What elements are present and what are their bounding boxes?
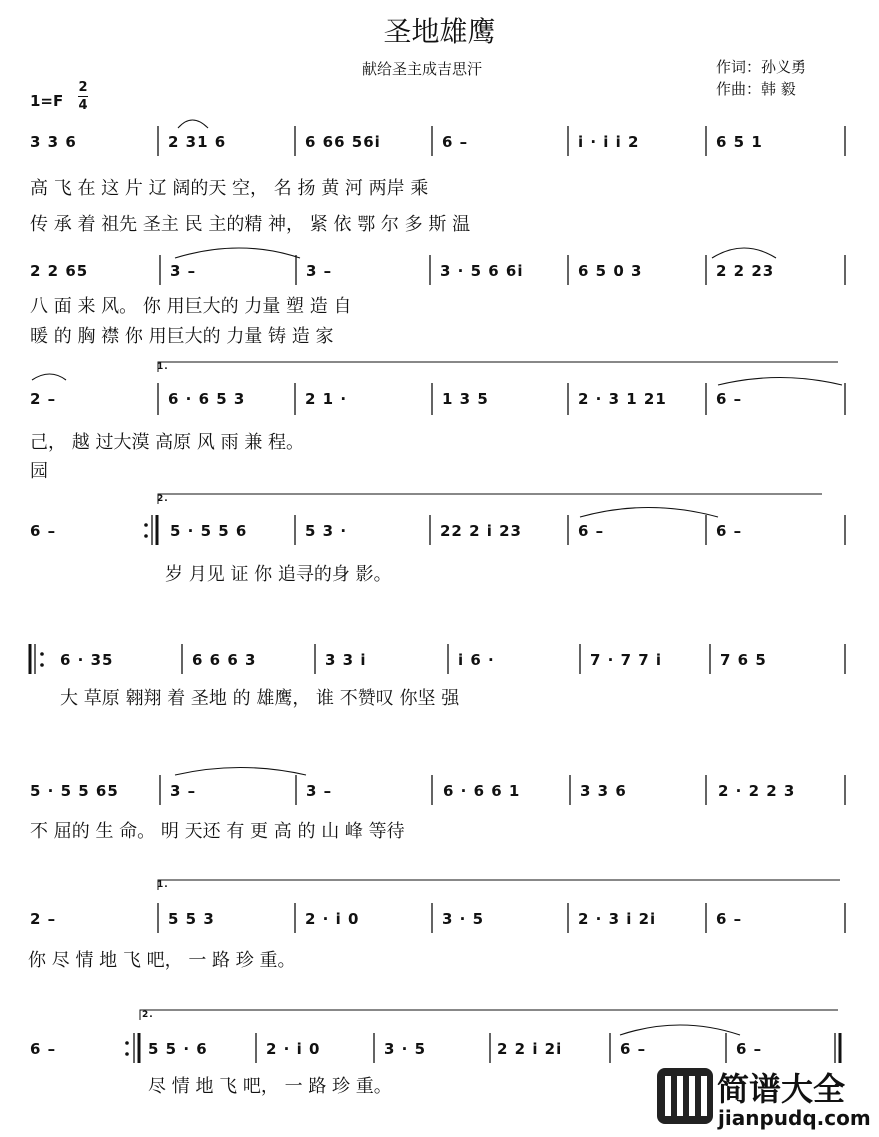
measure: 6 – (736, 1040, 763, 1058)
watermark-url: jianpudq.com (718, 1106, 871, 1130)
measure: 6 · 35 (60, 651, 114, 669)
measure: 3 – (306, 782, 333, 800)
measure: 1 3 5 (442, 390, 489, 408)
lyric-verse-1: 八 面 来 风。 你 用巨大的 力量 塑 造 自 (30, 296, 352, 317)
time-signature: 2 4 (78, 80, 88, 113)
measure: 7 6 5 (720, 651, 767, 669)
measure: 3 – (170, 782, 197, 800)
lyric-verse-2: 园 (30, 461, 48, 482)
lyric-verse-2: 传 承 着 祖先 圣主 民 主的精 神， 紧 依 鄂 尔 多 斯 温 (30, 214, 471, 235)
measure: 6 66 56i (305, 133, 381, 151)
measure: 3 3 i (325, 651, 367, 669)
measure: i 6 · (458, 651, 495, 669)
measure: 3 – (306, 262, 333, 280)
measure: 2 · i 0 (266, 1040, 321, 1058)
measure: 6 – (30, 1040, 57, 1058)
repeat-dots (40, 523, 148, 1056)
lyric-verse-2: 暖 的 胸 襟 你 用巨大的 力量 铸 造 家 (30, 326, 334, 347)
measure: 6 5 0 3 (578, 262, 643, 280)
measure: 6 – (716, 390, 743, 408)
lyricist-credit: 作词：孙义勇 (716, 58, 807, 76)
measure: 2 2 65 (30, 262, 89, 280)
measure: 6 · 6 6 1 (443, 782, 521, 800)
volta-mark: 2. (157, 494, 169, 504)
measure: 2 31 6 (168, 133, 227, 151)
volta-brackets (140, 362, 840, 1020)
measure: 6 – (30, 522, 57, 540)
measure: 5 · 5 5 65 (30, 782, 119, 800)
measure: i · i i 2 (578, 133, 640, 151)
measure: 5 5 · 6 (148, 1040, 208, 1058)
measure: 2 – (30, 910, 57, 928)
measure: 3 · 5 6 6i (440, 262, 524, 280)
measure: 3 3 6 (580, 782, 627, 800)
measure: 2 · i 0 (305, 910, 360, 928)
measure: 3 – (170, 262, 197, 280)
measure: 6 5 1 (716, 133, 763, 151)
lyric-verse-1: 不 屈的 生 命。 明 天还 有 更 高 的 山 峰 等待 (30, 821, 405, 842)
lyric-verse-1: 己， 越 过大漠 高原 风 雨 兼 程。 (30, 432, 305, 453)
song-title: 圣地雄鹰 (383, 15, 496, 48)
volta-mark: 2. (142, 1010, 154, 1020)
measure: 2 2 23 (716, 262, 775, 280)
measure: 6 – (716, 910, 743, 928)
composer-credit: 作曲：韩 毅 (716, 80, 796, 98)
measure: 2 1 · (305, 390, 348, 408)
measure: 7 · 7 7 i (590, 651, 663, 669)
measure: 2 · 3 i 2i (578, 910, 657, 928)
measure: 2 – (30, 390, 57, 408)
measure: 22 2 i 23 (440, 522, 522, 540)
lyric-verse-1: 尽 情 地 飞 吧， 一 路 珍 重。 (148, 1076, 392, 1097)
measure: 6 6 6 3 (192, 651, 257, 669)
measure: 2 2 i 2i (497, 1040, 563, 1058)
watermark-title: 简谱大全 (717, 1070, 846, 1108)
lyric-verse-1: 大 草原 翱翔 着 圣地 的 雄鹰， 谁 不赞叹 你坚 强 (60, 688, 460, 709)
measure: 5 5 3 (168, 910, 215, 928)
measure: 5 · 5 5 6 (170, 522, 248, 540)
measure: 2 · 2 2 3 (718, 782, 796, 800)
slurs (32, 120, 842, 1035)
lyric-verse-1: 高 飞 在 这 片 辽 阔的天 空， 名 扬 黄 河 两岸 乘 (30, 178, 429, 199)
lyric-verse-1: 岁 月见 证 你 追寻的身 影。 (165, 564, 392, 585)
measure: 3 3 6 (30, 133, 77, 151)
measure: 6 – (578, 522, 605, 540)
lyric-verse-1: 你 尽 情 地 飞 吧， 一 路 珍 重。 (28, 950, 296, 971)
measure: 2 · 3 1 21 (578, 390, 667, 408)
measure: 6 · 6 5 3 (168, 390, 246, 408)
measure: 6 – (716, 522, 743, 540)
volta-mark: 1. (157, 362, 169, 372)
measure: 3 · 5 (384, 1040, 427, 1058)
measure: 6 – (620, 1040, 647, 1058)
piano-keys-icon (655, 1066, 715, 1126)
measure: 6 – (442, 133, 469, 151)
measure: 3 · 5 (442, 910, 485, 928)
barlines (30, 126, 845, 1063)
key-signature: 1=F (30, 92, 64, 110)
measure: 5 3 · (305, 522, 348, 540)
dedication-subtitle: 献给圣主成吉思汗 (362, 60, 483, 78)
volta-mark: 1. (157, 880, 169, 890)
